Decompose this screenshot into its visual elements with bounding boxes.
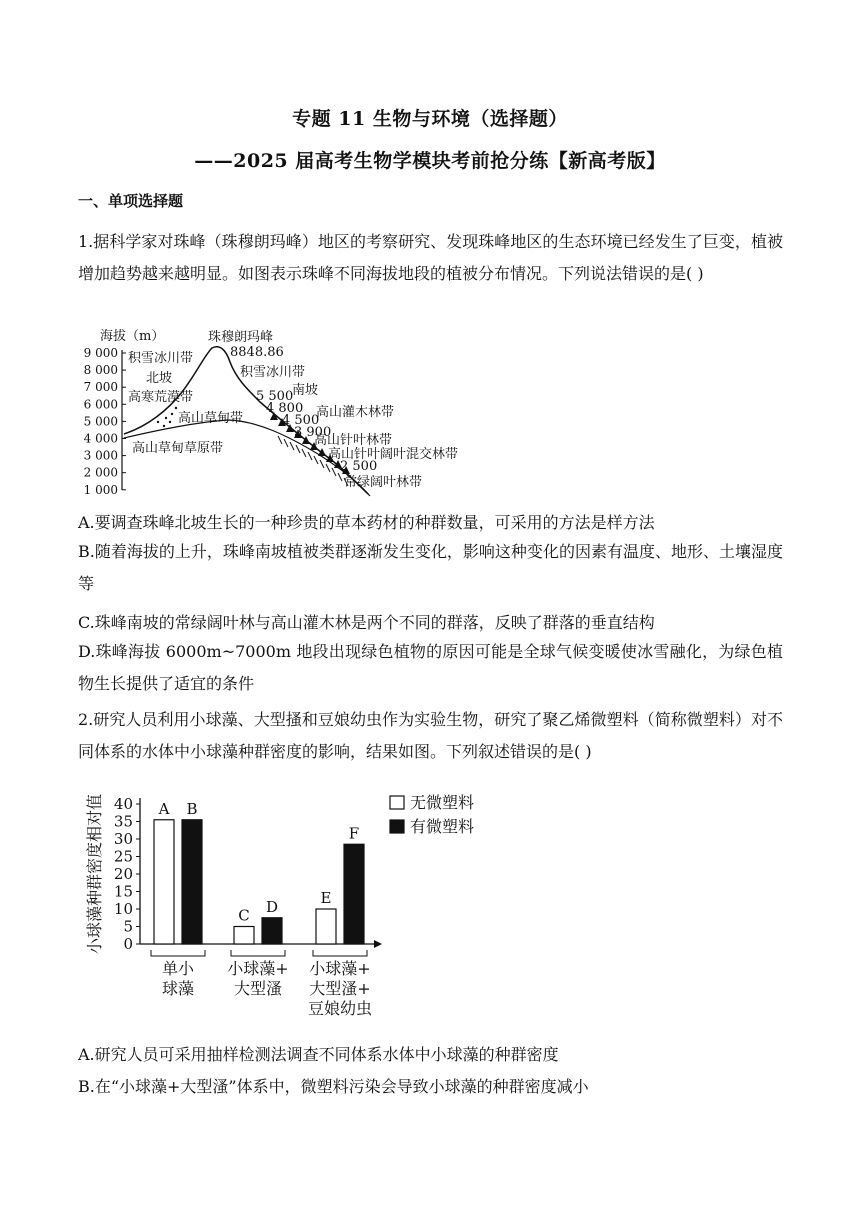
south-snow-zone: 积雪冰川带 bbox=[240, 365, 306, 380]
legend-label: 有微塑料 bbox=[410, 817, 475, 836]
chart-y-tick-label: 25 bbox=[113, 847, 133, 866]
bar-letter-label: F bbox=[348, 824, 360, 843]
bar-with-microplastic bbox=[182, 820, 202, 944]
chart-y-tick-label: 40 bbox=[113, 795, 133, 813]
bar-with-microplastic bbox=[262, 918, 282, 944]
elevation-4800: 4 800 bbox=[266, 401, 304, 416]
peak-height: 8848.86 bbox=[230, 345, 284, 360]
q1-option-b: B.随着海拔的上升，珠峰南坡植被类群逐渐发生变化，影响这种变化的因素有温度、地形、土壤湿度等 bbox=[78, 542, 783, 593]
q1-option-d: D.珠峰海拔 6000m~7000m 地段出现绿色植物的原因可能是全球气候变暖使冰雪融化，为绿色植物生长提供了适宜的条件 bbox=[78, 642, 783, 693]
y-tick-label: 9 000 bbox=[83, 346, 118, 360]
bar-without-microplastic bbox=[154, 820, 174, 944]
alpine-meadow-zone: 高山草甸带 bbox=[178, 411, 244, 426]
question-2-stem: 2.研究人员利用小球藻、大型搔和豆娘幼虫作为实验生物，研究了聚乙烯微塑料（简称微塑料）对不同体系的水体中小球藻种群密度的影响，结果如图。下列叙述错误的是( ) bbox=[78, 710, 783, 761]
title-line-2: ——2025 届高考生物学模块考前抢分练【新高考版】 bbox=[194, 150, 666, 172]
legend-label: 无微塑料 bbox=[410, 793, 475, 812]
q1-option-c: C.珠峰南坡的常绿阔叶林与高山灌木林是两个不同的群落，反映了群落的垂直结构 bbox=[78, 613, 655, 632]
north-slope-label: 北坡 bbox=[146, 371, 173, 386]
title-line-1: 专题 11 生物与环境（选择题） bbox=[292, 108, 568, 130]
elevation-2500: 2 500 bbox=[340, 459, 378, 474]
y-tick-label: 4 000 bbox=[83, 431, 118, 446]
everest-vegetation-figure bbox=[78, 326, 498, 498]
q2-option-a: A.研究人员可采用抽样检测法调查不同体系水体中小球藻的种群密度 bbox=[78, 1045, 559, 1064]
yaxis-title: 海拔（m） bbox=[100, 329, 165, 344]
category-label: 大型溞 bbox=[233, 979, 283, 998]
alpine-shrub-zone: 高山灌木林带 bbox=[316, 405, 395, 420]
peak-name: 珠穆朗玛峰 bbox=[208, 330, 274, 345]
section-heading: 一、单项选择题 bbox=[78, 192, 184, 210]
category-label: 小球藻+ bbox=[309, 959, 371, 978]
elevation-5500: 5 500 bbox=[256, 389, 294, 404]
y-tick-label: 8 000 bbox=[83, 363, 118, 378]
category-label: 小球藻+ bbox=[227, 959, 289, 978]
category-label: 球藻 bbox=[161, 979, 195, 998]
group-bracket bbox=[151, 950, 205, 956]
south-slope-label: 南坡 bbox=[292, 383, 319, 398]
chart-y-tick-label: 5 bbox=[123, 917, 133, 936]
chart-y-tick-label: 35 bbox=[113, 812, 133, 831]
y-tick-label: 7 000 bbox=[83, 380, 118, 395]
bar-without-microplastic bbox=[316, 909, 336, 944]
bar-letter-label: C bbox=[238, 906, 250, 925]
elevation-3900: 3 900 bbox=[294, 425, 332, 440]
chart-y-tick-label: 20 bbox=[113, 865, 133, 883]
y-tick-label: 3 000 bbox=[83, 448, 118, 463]
chart-y-tick-label: 15 bbox=[113, 882, 133, 901]
alpine-steppe-zone: 高山草甸草原带 bbox=[132, 441, 224, 456]
y-tick-label: 1 000 bbox=[83, 482, 118, 497]
y-ticks bbox=[84, 346, 126, 497]
chart-y-tick-label: 30 bbox=[113, 830, 133, 848]
alpine-conifer-zone: 高山针叶林带 bbox=[314, 433, 393, 448]
bar-letter-label: D bbox=[265, 897, 279, 916]
legend-swatch bbox=[390, 796, 404, 809]
bar-with-microplastic bbox=[344, 844, 364, 944]
north-snow-zone: 积雪冰川带 bbox=[128, 351, 194, 366]
bar-letter-label: B bbox=[186, 799, 198, 818]
bar-letter-label: E bbox=[320, 889, 332, 907]
x-axis-arrow bbox=[374, 940, 382, 948]
group-bracket bbox=[313, 950, 367, 956]
evergreen-zone: 常绿阔叶林带 bbox=[344, 475, 423, 490]
chart-y-axis-label: 小球藻种群密度相对值 bbox=[85, 793, 104, 955]
alpine-desert-zone: 高寒荒漠带 bbox=[128, 390, 194, 405]
q1-option-a: A.要调查珠峰北坡生长的一种珍贵的草本药材的种群数量，可采用的方法是样方法 bbox=[78, 513, 655, 532]
y-tick-label: 2 000 bbox=[83, 465, 118, 480]
bar-letter-label: A bbox=[158, 799, 170, 818]
y-tick-label: 6 000 bbox=[83, 397, 118, 412]
y-tick-label: 5 000 bbox=[83, 414, 118, 429]
category-label: 大型溞+ bbox=[309, 979, 371, 998]
chart-y-tick-label: 0 bbox=[123, 935, 133, 953]
mixed-forest-zone: 高山针叶阔叶混交林带 bbox=[328, 447, 459, 462]
bar-without-microplastic bbox=[234, 927, 254, 945]
group-bracket bbox=[231, 950, 285, 956]
legend-swatch bbox=[390, 820, 404, 833]
q2-option-b: B.在“小球藻+大型溞”体系中，微塑料污染会导致小球藻的种群密度减小 bbox=[78, 1077, 589, 1096]
chart-y-tick-label: 10 bbox=[113, 900, 133, 918]
category-label: 豆娘幼虫 bbox=[307, 999, 373, 1018]
category-label: 单小 bbox=[161, 959, 195, 978]
elevation-4500: 4 500 bbox=[282, 413, 320, 428]
bar-chart bbox=[78, 782, 498, 1032]
question-1-stem: 1.据科学家对珠峰（珠穆朗玛峰）地区的考察研究、发现珠峰地区的生态环境已经发生了巨变，植被增加趋势越来越明显。如图表示珠峰不同海拔地段的植被分布情况。下列说法错误的是( ) bbox=[78, 232, 783, 283]
